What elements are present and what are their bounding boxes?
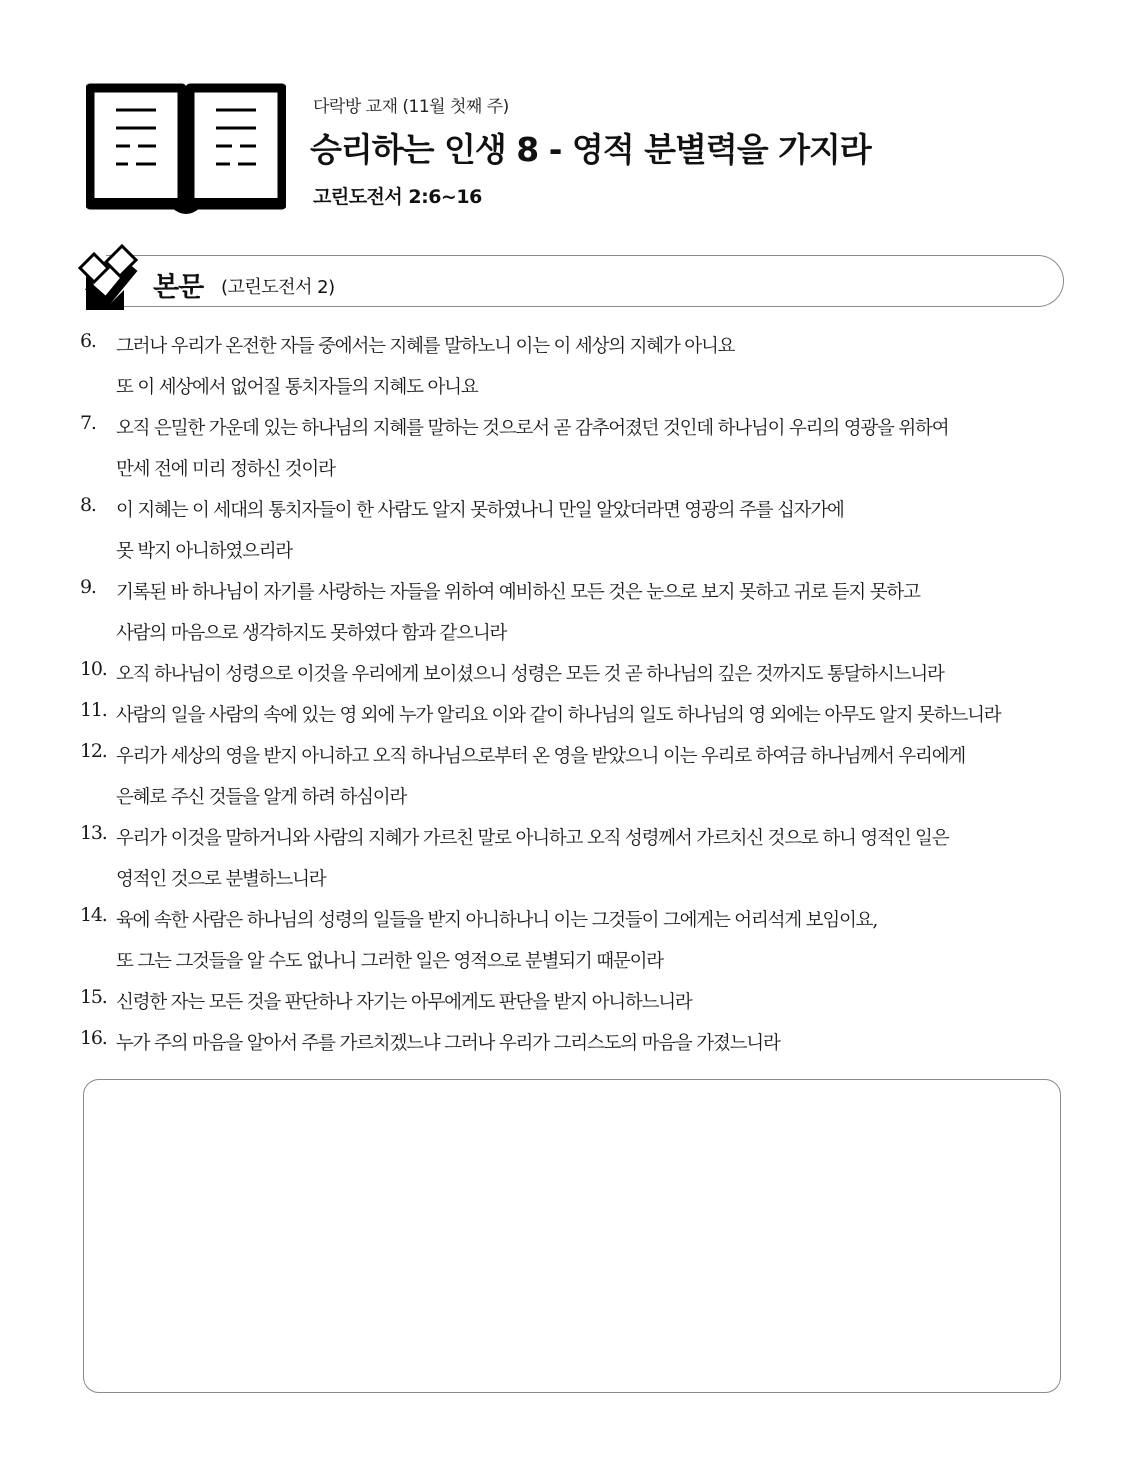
- verse-line: 오직 은밀한 가운데 있는 하나님의 지혜를 말하는 것으로서 곧 감추어졌던 것인데 하나님이 우리의 영광을 위하여: [116, 418, 949, 439]
- verse-line: 못 박지 아니하였으리라: [116, 541, 293, 562]
- verse-number: 15.: [80, 986, 107, 1008]
- verse-line: 육에 속한 사람은 하나님의 성령의 일들을 받지 아니하나니 이는 그것들이 그에게는 어리석게 보임이요,: [116, 910, 878, 931]
- verse-line: 또 그는 그것들을 알 수도 없나니 그러한 일은 영적으로 분별되기 때문이라: [116, 951, 663, 972]
- verse-line: 신령한 자는 모든 것을 판단하나 자기는 아무에게도 판단을 받지 아니하느니라: [116, 992, 692, 1013]
- verse-item: [80, 822, 1130, 904]
- verse-item: [80, 576, 1130, 658]
- verse-line: 사람의 마음으로 생각하지도 못하였다 함과 같으니라: [116, 623, 507, 644]
- verse-line: 우리가 이것을 말하거니와 사람의 지혜가 가르친 말로 아니하고 오직 성령께서 가르치신 것으로 하니 영적인 일은: [116, 828, 949, 849]
- verse-item: [80, 1027, 1130, 1068]
- verse-text: [116, 986, 1130, 1027]
- verse-line: 은혜로 주신 것들을 알게 하려 하심이라: [116, 787, 407, 808]
- verse-line: 이 지혜는 이 세대의 통치자들이 한 사람도 알지 못하였나니 만일 알았더라면 영광의 주를 십자가에: [116, 500, 844, 521]
- verse-item: [80, 494, 1130, 576]
- verse-number: 14.: [80, 904, 107, 926]
- verse-number: 10.: [80, 658, 107, 680]
- verse-number: 8.: [80, 494, 96, 516]
- verse-list: [80, 330, 1130, 1068]
- verse-number: 9.: [80, 576, 96, 598]
- section-title: 본문: [153, 272, 204, 303]
- verse-text: [116, 740, 1130, 822]
- verse-line: 영적인 것으로 분별하느니라: [116, 869, 326, 890]
- verse-text: [116, 330, 1130, 412]
- subtitle: 다락방 교재 (11월 첫째 주): [313, 97, 509, 117]
- verse-number: 12.: [80, 740, 107, 762]
- verse-line: 만세 전에 미리 정하신 것이라: [116, 459, 335, 480]
- verse-text: [116, 904, 1130, 986]
- verse-text: [116, 412, 1130, 494]
- verse-line: 또 이 세상에서 없어질 통치자들의 지혜도 아니요: [116, 377, 478, 398]
- verse-text: [116, 576, 1130, 658]
- verse-item: [80, 412, 1130, 494]
- verse-item: [80, 658, 1130, 699]
- verse-text: [116, 1027, 1130, 1068]
- verse-number: 11.: [80, 699, 107, 721]
- scripture-reference: 고린도전서 2:6~16: [313, 186, 482, 208]
- section-subtitle: (고린도전서 2): [221, 277, 335, 298]
- verse-item: [80, 699, 1130, 740]
- verse-number: 13.: [80, 822, 107, 844]
- notes-box[interactable]: [83, 1079, 1061, 1393]
- verse-item: [80, 904, 1130, 986]
- verse-number: 16.: [80, 1027, 107, 1049]
- verse-line: 그러나 우리가 온전한 자들 중에서는 지혜를 말하노니 이는 이 세상의 지혜가 아니요: [116, 336, 735, 357]
- verse-item: [80, 986, 1130, 1027]
- verse-item: [80, 330, 1130, 412]
- verse-text: [116, 658, 1130, 699]
- verse-text: [116, 699, 1130, 740]
- verse-number: 6.: [80, 330, 96, 352]
- verse-line: 오직 하나님이 성령으로 이것을 우리에게 보이셨으니 성령은 모든 것 곧 하나님의 깊은 것까지도 통달하시느니라: [116, 664, 944, 685]
- verse-text: [116, 822, 1130, 904]
- page-title: 승리하는 인생 8 - 영적 분별력을 가지라: [310, 130, 871, 169]
- open-book-icon: [86, 80, 286, 215]
- verse-line: 우리가 세상의 영을 받지 아니하고 오직 하나님으로부터 온 영을 받았으니 이는 우리로 하여금 하나님께서 우리에게: [116, 746, 966, 767]
- verse-line: 기록된 바 하나님이 자기를 사랑하는 자들을 위하여 예비하신 모든 것은 눈으로 보지 못하고 귀로 듣지 못하고: [116, 582, 920, 603]
- verse-line: 사람의 일을 사람의 속에 있는 영 외에 누가 알리요 이와 같이 하나님의 일도 하나님의 영 외에는 아무도 알지 못하느니라: [116, 705, 1001, 726]
- verse-number: 7.: [80, 412, 96, 434]
- verse-item: [80, 740, 1130, 822]
- verse-line: 누가 주의 마음을 알아서 주를 가르치겠느냐 그러나 우리가 그리스도의 마음을 가졌느니라: [116, 1033, 780, 1054]
- checkbox-diamond-icon: [76, 240, 140, 312]
- verse-text: [116, 494, 1130, 576]
